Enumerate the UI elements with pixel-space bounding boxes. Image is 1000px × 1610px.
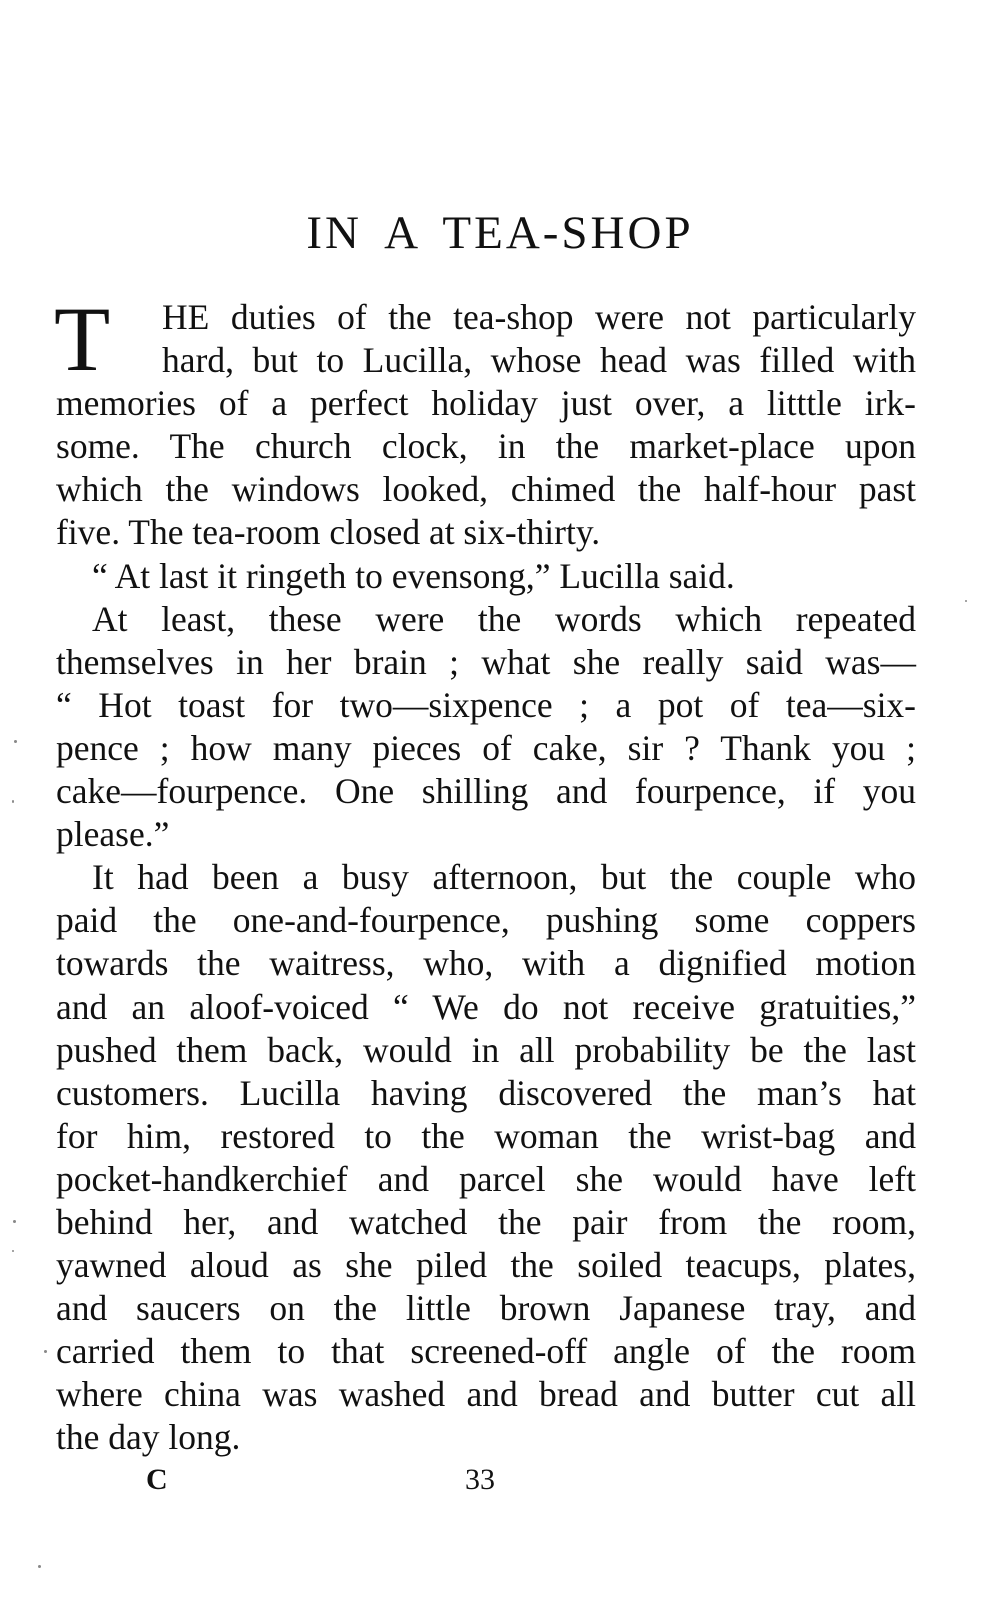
text-line: the day long. (56, 1417, 241, 1458)
signature-mark: C (146, 1463, 168, 1496)
text-line: some. The church clock, in the market-place upon (56, 426, 916, 467)
text-line: yawned aloud as she piled the soiled teacups, plates, (56, 1245, 916, 1286)
scan-speck (44, 1350, 47, 1353)
drop-cap: T (54, 288, 111, 390)
scan-speck (12, 800, 14, 803)
chapter-title: IN A TEA-SHOP (306, 207, 694, 259)
text-line: and saucers on the little brown Japanese tray, and (56, 1288, 916, 1329)
text-line: At least, these were the words which repeated (92, 598, 916, 639)
text-line: and an aloof-voiced “ We do not receive gratuities,” (56, 986, 916, 1027)
text-line: please.” (56, 814, 170, 855)
text-line: carried them to that screened-off angle of the room (56, 1331, 916, 1372)
text-line: customers. Lucilla having discovered the man’s hat (56, 1072, 916, 1113)
text-line: HE duties of the tea-shop were not particularly (162, 297, 916, 337)
text-line: themselves in her brain ; what she really said was— (56, 641, 916, 682)
text-line: hard, but to Lucilla, whose head was filled with (162, 340, 916, 381)
text-line: which the windows looked, chimed the half-hour past (56, 469, 916, 510)
scan-speck (12, 1250, 14, 1252)
text-line: pushed them back, would in all probability be the last (56, 1029, 916, 1070)
scan-speck (38, 1565, 41, 1568)
text-line: pocket-handkerchief and parcel she would have left (56, 1158, 916, 1199)
scan-speck (965, 600, 967, 602)
text-line: It had been a busy afternoon, but the couple who (92, 857, 916, 898)
text-line: where china was washed and bread and butter cut all (56, 1374, 916, 1415)
scan-speck (13, 1220, 16, 1223)
text-line: memories of a perfect holiday just over, a litttle irk- (56, 383, 916, 424)
page-number: 33 (465, 1463, 495, 1496)
text-line: “ Hot toast for two—sixpence ; a pot of tea—six- (56, 684, 916, 725)
text-line: pence ; how many pieces of cake, sir ? Thank you ; (56, 727, 916, 768)
text-line: towards the waitress, who, with a dignified motion (56, 943, 916, 984)
scan-speck (14, 740, 17, 743)
text-line: “ At last it ringeth to evensong,” Lucilla said. (92, 555, 735, 596)
text-line: behind her, and watched the pair from the room, (56, 1201, 916, 1242)
text-line: paid the one-and-fourpence, pushing some coppers (56, 900, 916, 941)
text-line: five. The tea-room closed at six-thirty. (56, 512, 601, 553)
body-text (54, 288, 916, 1460)
text-line: for him, restored to the woman the wrist-bag and (56, 1115, 916, 1156)
text-line: cake—fourpence. One shilling and fourpence, if you (56, 771, 916, 812)
